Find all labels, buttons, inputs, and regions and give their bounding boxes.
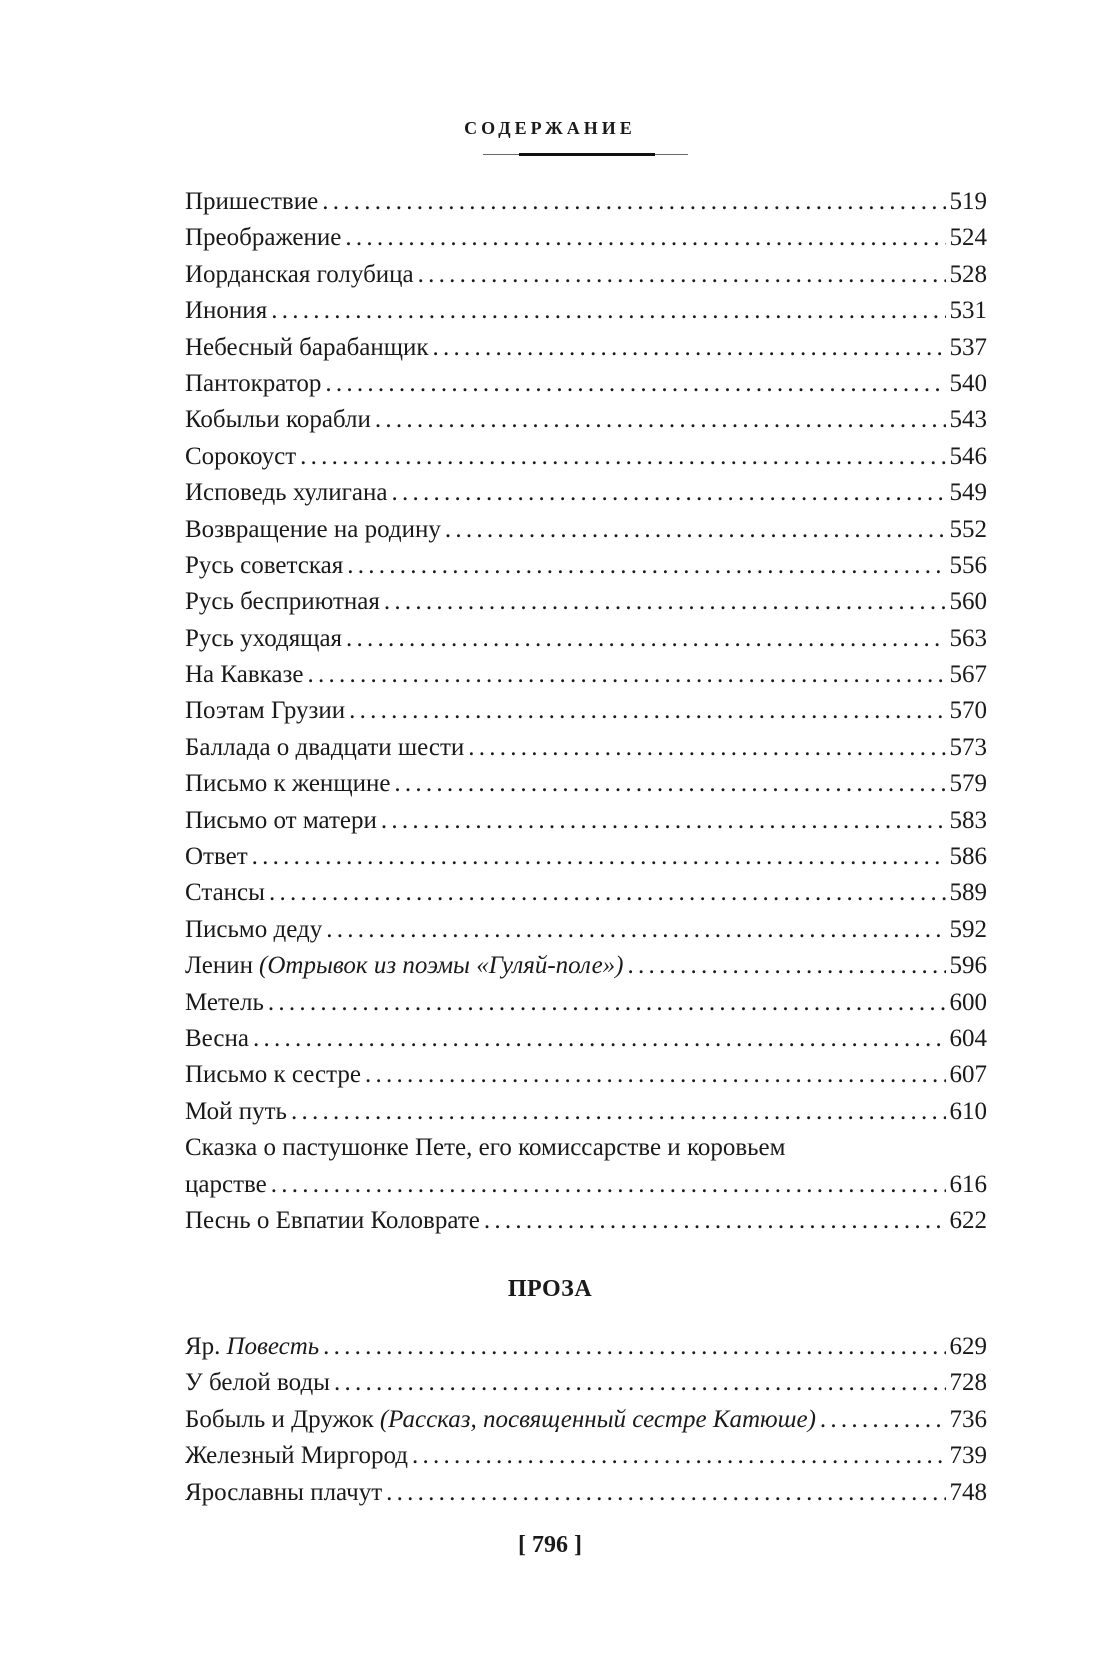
toc-entry-page: 579 — [949, 770, 987, 798]
toc-entry-title: Кобыльи корабли — [185, 406, 371, 434]
dot-leader — [300, 439, 945, 475]
toc-entry-title: Бобыль и Дружок — [185, 1405, 374, 1433]
dot-leader — [381, 803, 946, 839]
toc-entry — [185, 475, 987, 511]
dot-leader — [307, 657, 945, 693]
toc-entry-title: Исповедь хулигана — [185, 479, 388, 507]
dot-leader — [433, 330, 946, 366]
toc-list-prose — [185, 1329, 987, 1511]
toc-entry — [185, 621, 987, 657]
dot-leader — [323, 1329, 945, 1365]
dot-leader — [412, 1438, 945, 1474]
dot-leader — [468, 730, 945, 766]
toc-entry-page: 586 — [949, 843, 987, 871]
toc-entry-page: 546 — [949, 442, 987, 470]
toc-entry-title: Стансы — [185, 879, 265, 907]
toc-entry — [185, 1329, 987, 1365]
toc-entry-title: Ленин — [185, 952, 254, 980]
dot-leader — [627, 948, 945, 984]
dot-leader — [268, 985, 946, 1021]
dot-leader — [418, 257, 946, 293]
toc-entry-page: 629 — [949, 1333, 987, 1360]
toc-entry-page: 540 — [949, 369, 987, 397]
toc-entry — [185, 1203, 987, 1239]
toc-entry — [185, 402, 987, 438]
toc-entry — [185, 693, 987, 729]
toc-entry-page: 583 — [949, 806, 987, 834]
toc-list-poetry — [185, 184, 987, 1239]
toc-entry-page: 600 — [949, 988, 987, 1016]
dot-leader — [271, 1167, 946, 1203]
toc-entry-page: 528 — [949, 260, 987, 288]
dot-leader — [322, 184, 945, 220]
toc-entry-title: Инония — [185, 297, 268, 325]
toc-entry — [185, 330, 987, 366]
dot-leader — [252, 839, 946, 875]
toc-entry-page: 739 — [949, 1442, 987, 1470]
toc-entry — [185, 985, 987, 1021]
toc-entry — [185, 803, 987, 839]
toc-entry-page: 728 — [949, 1369, 987, 1397]
page-header: СОДЕРЖАНИЕ — [464, 118, 636, 138]
toc-entry-page: 556 — [949, 551, 987, 579]
toc-entry — [185, 184, 987, 220]
dot-leader — [253, 1021, 946, 1057]
toc-entry — [185, 875, 987, 911]
toc-entry — [185, 293, 987, 329]
toc-entry-title: Небесный барабанщик — [185, 333, 429, 361]
toc-entry-title: Русь уходящая — [185, 624, 343, 652]
dot-leader — [347, 548, 945, 584]
toc-entry-page: 610 — [949, 1097, 987, 1125]
toc-entry — [185, 1402, 987, 1438]
header-rule-thick — [519, 153, 655, 156]
toc-entry — [185, 1475, 987, 1511]
toc-entry-page: 563 — [949, 624, 987, 652]
dot-leader — [386, 1475, 945, 1511]
dot-leader — [325, 366, 945, 402]
toc-entry-title: Возвращение на родину — [185, 515, 441, 543]
toc-entry-page: 592 — [949, 915, 987, 943]
toc-entry-page: 537 — [949, 333, 987, 361]
dot-leader — [484, 1203, 946, 1239]
toc-entry-title: Письмо к женщине — [185, 770, 391, 798]
toc-entry-page: 552 — [949, 515, 987, 543]
toc-entry — [185, 1094, 987, 1130]
toc-entry-title: Железный Миргород — [185, 1442, 409, 1470]
toc-entry-page: 589 — [949, 879, 987, 907]
toc-entry-note: Повесть — [226, 1333, 320, 1360]
toc-entry — [185, 730, 987, 766]
toc-entry-title: Иорданская голубица — [185, 260, 414, 288]
dot-leader — [269, 875, 946, 911]
toc-entry — [185, 1365, 987, 1401]
dot-leader — [334, 1365, 946, 1401]
dot-leader — [820, 1402, 946, 1438]
toc-entry-title: Метель — [185, 988, 264, 1016]
toc-entry — [185, 257, 987, 293]
toc-entry-page: 524 — [949, 224, 987, 252]
toc-entry — [185, 512, 987, 548]
toc-entry — [185, 439, 987, 475]
toc-entry-title: Ответ — [185, 843, 248, 871]
toc-entry-page: 607 — [949, 1061, 987, 1089]
toc-entry-page: 567 — [949, 661, 987, 689]
dot-leader — [346, 621, 945, 657]
toc-entry-note: (Рассказ, посвященный сестре Катюше) — [379, 1405, 816, 1433]
toc-entry-title: Письмо к сестре — [185, 1061, 361, 1089]
toc-entry-title: Баллада о двадцати шести — [185, 733, 465, 761]
toc-entry-title: Письмо от матери — [185, 806, 377, 834]
toc-entry-page: 736 — [949, 1405, 987, 1433]
dot-leader — [326, 912, 945, 948]
toc-entry-page: 560 — [949, 588, 987, 616]
dot-leader — [291, 1094, 946, 1130]
toc-entry-title: На Кавказе — [185, 661, 304, 689]
toc-entry-page: 573 — [949, 733, 987, 761]
toc-entry-page: 616 — [949, 1170, 987, 1198]
toc-entry — [185, 548, 987, 584]
toc-entry-title: Ярославны плачут — [185, 1478, 383, 1506]
toc-entry-title: Пришествие — [185, 188, 319, 215]
toc-entry — [185, 766, 987, 802]
toc-entry — [185, 1130, 987, 1203]
toc-entry-page: 543 — [949, 406, 987, 434]
section-title-prose: ПРОЗА — [507, 1276, 593, 1302]
toc-entry-title: У белой воды — [185, 1369, 330, 1397]
toc-entry-title: Сорокоуст — [185, 442, 297, 470]
toc-entry-page: 519 — [949, 188, 987, 215]
toc-entry — [185, 839, 987, 875]
dot-leader — [345, 220, 945, 256]
dot-leader — [445, 512, 946, 548]
toc-entry-title: Преображение — [185, 224, 342, 252]
toc-entry — [185, 912, 987, 948]
toc-entry-title: Русь советская — [185, 551, 344, 579]
toc-entry-page: 604 — [949, 1024, 987, 1052]
toc-entry — [185, 220, 987, 256]
toc-entry — [185, 1438, 987, 1474]
toc-entry — [185, 948, 987, 984]
toc-entry-title-line2: царстве — [185, 1170, 267, 1198]
toc-entry-title: Письмо деду — [185, 915, 323, 943]
dot-leader — [391, 475, 945, 511]
toc-entry-page: 531 — [949, 297, 987, 325]
toc-entry — [185, 1057, 987, 1093]
toc-entry-title: Мой путь — [185, 1097, 287, 1125]
toc-entry-page: 748 — [949, 1478, 987, 1506]
toc-entry-title-line1: Сказка о пастушонке Пете, его комиссарстве и коровьем — [185, 1134, 786, 1162]
toc-entry-page: 549 — [949, 479, 987, 507]
dot-leader — [349, 693, 945, 729]
dot-leader — [375, 402, 946, 438]
toc-entry-title: Яр. — [185, 1333, 221, 1360]
page-number: [ 796 ] — [518, 1532, 582, 1558]
toc-entry-title: Русь бесприютная — [185, 588, 380, 616]
toc-entry-title: Пантократор — [185, 369, 322, 397]
toc-entry-page: 622 — [949, 1206, 987, 1234]
toc-entry-page: 596 — [949, 952, 987, 980]
toc-entry — [185, 366, 987, 402]
toc-entry-note: (Отрывок из поэмы «Гуляй-поле») — [259, 952, 624, 980]
toc-entry-page: 570 — [949, 697, 987, 725]
dot-leader — [271, 293, 945, 329]
toc-entry — [185, 657, 987, 693]
toc-entry-title: Песнь о Евпатии Коловрате — [185, 1206, 480, 1234]
dot-leader — [365, 1057, 946, 1093]
toc-entry — [185, 584, 987, 620]
toc-entry-title: Поэтам Грузии — [185, 697, 346, 725]
dot-leader — [394, 766, 945, 802]
toc-entry-line2 — [185, 1167, 987, 1203]
dot-leader — [384, 584, 946, 620]
toc-entry — [185, 1021, 987, 1057]
toc-entry-title: Весна — [185, 1024, 249, 1052]
